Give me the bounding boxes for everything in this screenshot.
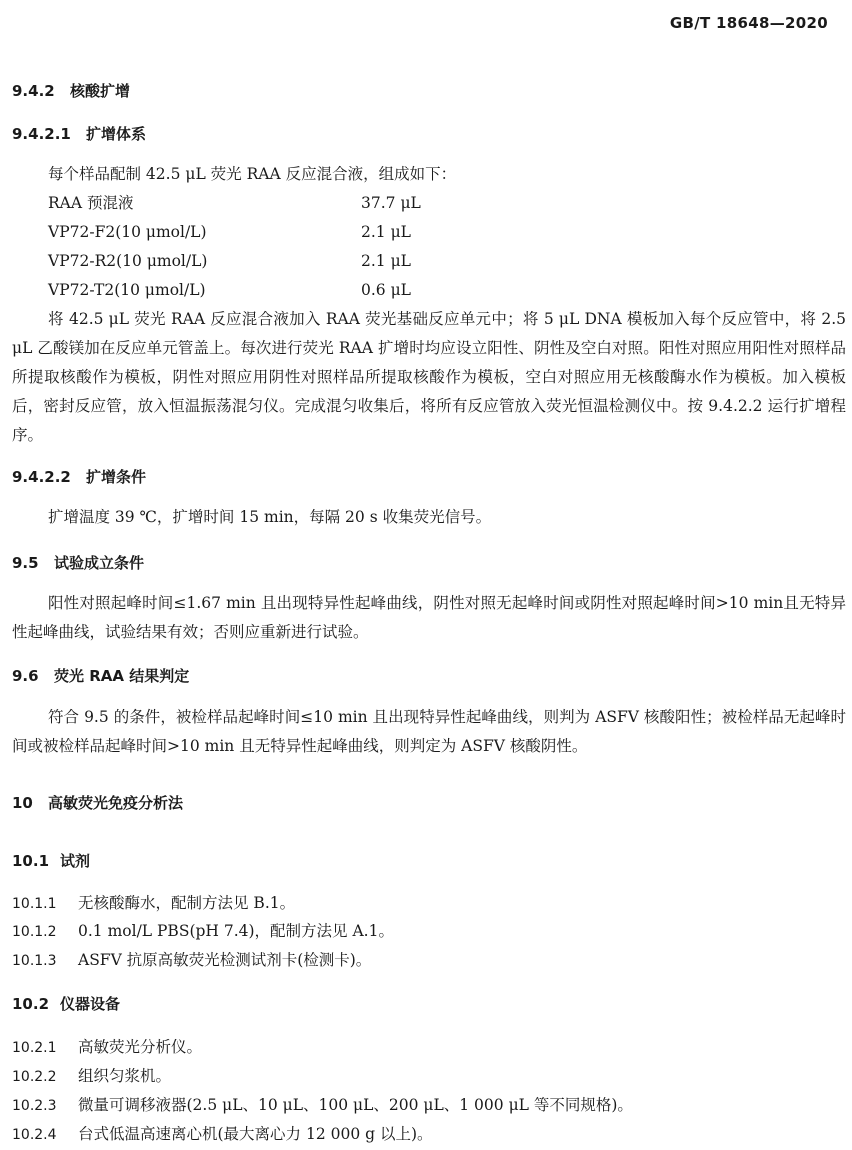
section-10-1-heading: [12, 850, 90, 871]
section-title: 试验成立条件: [54, 554, 145, 572]
amplification-intro: 每个样品配制 42.5 μL 荧光 RAA 反应混合液，组成如下：: [48, 165, 457, 183]
section-title: 核酸扩增: [70, 82, 131, 100]
item-number: 10.1.2: [12, 924, 57, 940]
item-text: 0.1 mol/L PBS(pH 7.4)，配制方法见 A.1。: [78, 922, 394, 940]
reagent-name: VP72-R2(10 μmol/L): [48, 252, 208, 270]
list-item: [12, 1122, 433, 1144]
standard-code: GB/T 18648—2020: [669, 14, 828, 32]
reagent-amount: 2.1 μL: [361, 223, 411, 241]
reagent-amount: 2.1 μL: [361, 252, 411, 270]
section-title: 高敏荧光免疫分析法: [48, 794, 184, 812]
section-10-heading: [12, 792, 183, 813]
section-title: 试剂: [60, 852, 91, 870]
validity-conditions-paragraph: 阳性对照起峰时间≤1.67 min 且出现特异性起峰曲线，阴性对照无起峰时间或阴性对照起峰时间>10 min且无特异性起峰曲线，试验结果有效；否则应重新进行试验。: [12, 594, 846, 641]
section-number: 10.1: [12, 852, 50, 870]
item-text: 无核酸酶水，配制方法见 B.1。: [78, 894, 296, 912]
list-item: [12, 948, 371, 970]
section-title: 扩增条件: [86, 468, 147, 486]
item-number: 10.2.1: [12, 1040, 57, 1056]
reagent-name: RAA 预混液: [48, 194, 134, 212]
section-number: 10.2: [12, 995, 50, 1013]
result-judgment-paragraph: 符合 9.5 的条件，被检样品起峰时间≤10 min 且出现特异性起峰曲线，则判为 ASFV 核酸阳性；被检样品无起峰时间或被检样品起峰时间>10 min 且无特异性起峰曲线，则判定为 ASFV 核酸阴性。: [12, 708, 846, 755]
section-9-4-2-heading: [12, 80, 130, 101]
reagent-name: VP72-T2(10 μmol/L): [48, 281, 206, 299]
item-text: 组织匀浆机。: [78, 1067, 172, 1085]
item-number: 10.1.1: [12, 896, 57, 912]
amplification-conditions-text: 扩增温度 39 ℃，扩增时间 15 min，每隔 20 s 收集荧光信号。: [48, 508, 492, 526]
section-title: 荧光 RAA 结果判定: [54, 667, 190, 685]
list-item: [12, 891, 295, 913]
section-number: 9.4.2.1: [12, 125, 71, 143]
item-text: 高敏荧光分析仪。: [78, 1038, 203, 1056]
section-number: 9.6: [12, 667, 39, 685]
section-title: 仪器设备: [60, 995, 121, 1013]
item-text: 微量可调移液器(2.5 μL、10 μL、100 μL、200 μL、1 000 μL 等不同规格)。: [78, 1096, 633, 1114]
item-number: 10.2.2: [12, 1069, 57, 1085]
list-item: [12, 919, 394, 941]
item-text: 台式低温高速离心机(最大离心力 12 000 g 以上)。: [78, 1125, 433, 1143]
section-number: 10: [12, 794, 33, 812]
section-9-4-2-2-heading: [12, 466, 146, 487]
list-item: [12, 1093, 633, 1115]
section-9-6-heading: [12, 665, 189, 686]
item-text: ASFV 抗原高敏荧光检测试剂卡(检测卡)。: [78, 951, 372, 969]
section-9-5-heading: [12, 552, 144, 573]
reagent-name: VP72-F2(10 μmol/L): [48, 223, 207, 241]
section-9-4-2-1-heading: [12, 123, 146, 144]
section-number: 9.5: [12, 554, 39, 572]
reagent-amount: 0.6 μL: [361, 281, 411, 299]
section-number: 9.4.2.2: [12, 468, 71, 486]
item-number: 10.2.3: [12, 1098, 57, 1114]
list-item: [12, 1064, 171, 1086]
section-number: 9.4.2: [12, 82, 55, 100]
item-number: 10.2.4: [12, 1127, 57, 1143]
reagent-amount: 37.7 μL: [361, 194, 421, 212]
section-10-2-heading: [12, 993, 120, 1014]
list-item: [12, 1035, 202, 1057]
item-number: 10.1.3: [12, 953, 57, 969]
amplification-procedure-paragraph: 将 42.5 μL 荧光 RAA 反应混合液加入 RAA 荧光基础反应单元中；将 5 μL DNA 模板加入每个反应管中，将 2.5 μL 乙酸镁加在反应单元管盖上。每次进行荧光 RAA 扩增时均应设立阳性、阴性及空白对照。阳性对照应用阳性对照样品所提取核酸作为模板，阴性对照应用阴性对照样品所提取核酸作为模板，空白对照应用无核酸酶水作为模板。加入模板后，密封反应管，放入恒温振荡混匀仪。完成混匀收集后，将所有反应管放入荧光恒温检测仪中。按 9.4.2.2 运行扩增程序。: [12, 310, 846, 444]
section-title: 扩增体系: [86, 125, 147, 143]
